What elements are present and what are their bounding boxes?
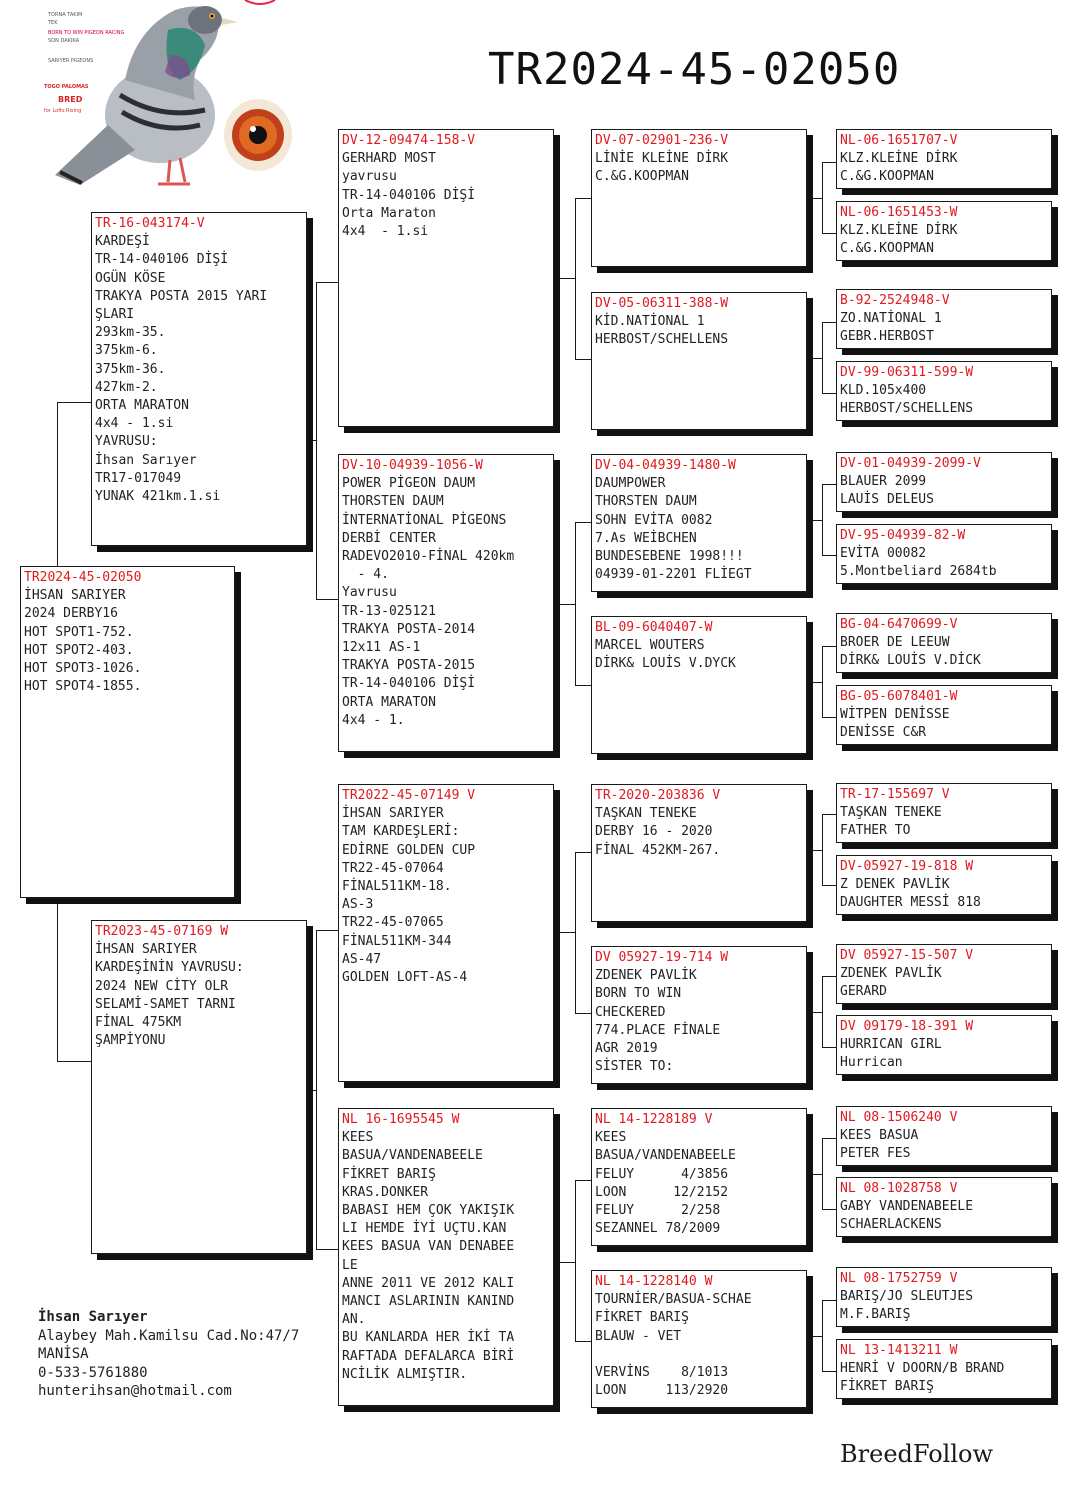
logo-text: BRED [58,95,83,104]
card-line: - 4. [342,567,389,583]
card-lines [840,473,1048,509]
card-line: KİD.NATİONAL 1 [595,314,705,330]
card-line: 04939-01-2201 FLİEGT [595,567,752,583]
card-line: NCİLİK ALMIŞTIR. [342,1366,468,1382]
ring-number: DV 09179-18-391 W [840,1019,974,1034]
card-line: YUNAK 421km.1.si [95,489,221,505]
card-lines [95,233,303,506]
card-line: TAŞKAN TENEKE [840,805,942,821]
card-line: CHECKERED [595,1004,666,1020]
ring-number: NL 14-1228140 W [595,1274,713,1289]
card-line: FELUY 2/258 [595,1203,721,1219]
connector [806,682,822,683]
ring-number: BG-05-6078401-W [840,689,958,704]
grandparent-card[interactable] [338,129,554,427]
connector [822,1138,837,1210]
card-line: ŞLARI [95,307,135,323]
ring-number: TR-2020-203836 V [595,788,721,803]
card-line: KLD.105x400 [840,383,927,399]
card-lines [595,805,803,860]
card-line: YAVRUSU: [95,434,158,450]
gen4-card[interactable] [836,201,1052,261]
connector [822,1300,837,1372]
connector [806,1336,822,1337]
card-line: TRAKYA POSTA-2014 [342,621,476,637]
gen4-card[interactable] [836,783,1052,843]
gen4-card[interactable] [836,1267,1052,1327]
card-line: Orta Maraton [342,205,436,221]
owner-email[interactable]: hunterihsan@hotmail.com [38,1383,232,1399]
owner-city: MANİSA [38,1346,89,1362]
card-line: C.&G.KOOPMAN [840,241,934,257]
great-grandparent-card[interactable] [591,454,807,592]
card-lines [95,941,303,1050]
card-line: BUNDESEBENE 1998!!! [595,549,744,565]
card-line: 12x11 AS-1 [342,640,421,656]
ring-number: NL 08-1752759 V [840,1271,958,1286]
card-line: TRAKYA POSTA 2015 YARI [95,288,268,304]
card-line: TOURNİER/BASUA-SCHAE [595,1292,752,1308]
card-line: SCHAERLACKENS [840,1217,942,1233]
great-grandparent-card[interactable] [591,946,807,1084]
gen4-card[interactable] [836,452,1052,512]
card-line: Z DENEK PAVLİK [840,877,950,893]
card-line: HOT SPOT1-752. [24,624,134,640]
card-line: 4x4 - 1. [342,712,405,728]
card-lines [840,965,1048,1001]
card-line: KRAS.DONKER [342,1184,429,1200]
gen4-card[interactable] [836,129,1052,189]
ring-number: NL 13-1413211 W [840,1343,958,1358]
card-line: WİTPEN DENİSSE [840,707,950,723]
card-lines [595,475,803,584]
gen4-card[interactable] [836,361,1052,421]
connector [822,322,837,394]
ring-number: B-92-2524948-V [840,293,950,308]
card-lines [840,1036,1048,1072]
card-line: KLZ.KLEİNE DİRK [840,223,958,239]
card-line: FİNAL 452KM-267. [595,842,721,858]
card-line: TR22-45-07064 [342,860,444,876]
owner-address: Alaybey Mah.Kamilsu Cad.No:47/7 [38,1327,300,1344]
card-line: GERHARD MOST [342,151,436,167]
card-line: HERBOST/SCHELLENS [595,332,729,348]
logo-text: for Lofts Rising [44,108,82,114]
subject-card[interactable] [20,566,235,898]
ring-number: DV-12-09474-158-V [342,133,476,148]
connector [822,646,837,718]
card-lines [840,1288,1048,1324]
ring-number: DV-05-06311-388-W [595,296,729,311]
card-line: ORTA MARATON [95,398,189,414]
card-line: HOT SPOT4-1855. [24,679,142,695]
card-line: TR-14-040106 DİŞİ [95,252,229,268]
card-line: TR22-45-07065 [342,915,444,931]
card-line: RADEVO2010-FİNAL 420km [342,549,515,565]
card-line: İHSAN SARIYER [24,588,126,604]
card-line: ANNE 2011 VE 2012 KALI [342,1275,515,1291]
card-lines [840,150,1048,186]
card-line: FELUY 4/3856 [595,1166,729,1182]
card-line: C.&G.KOOPMAN [595,169,689,185]
card-lines [342,150,550,241]
card-line: M.F.BARIŞ [840,1307,911,1323]
ring-number: TR2023-45-07169 W [95,924,229,939]
card-line: BASUA/VANDENABEELE [342,1148,483,1164]
card-line: TR-13-025121 [342,603,436,619]
owner-info [38,1308,299,1401]
card-line: KEES BASUA VAN DENABEE [342,1239,515,1255]
gen4-card[interactable] [836,685,1052,745]
card-line: OGÜN KÖSE [95,270,166,286]
dam-card[interactable] [91,920,307,1254]
card-line: AGR 2019 [595,1041,658,1057]
ring-number: DV-04-04939-1480-W [595,458,736,473]
card-lines [840,222,1048,258]
connector [553,1262,575,1263]
card-line: AS-47 [342,951,382,967]
card-line: 375km-36. [95,361,166,377]
card-line: SEZANNEL 78/2009 [595,1221,721,1237]
card-line: LOON 113/2920 [595,1383,729,1399]
connector [822,162,837,234]
card-line: 375km-6. [95,343,158,359]
card-lines [840,310,1048,346]
card-line: FİKRET BARIŞ [840,1379,934,1395]
card-line: KARDEŞİ [95,234,150,250]
ring-number: TR2024-45-02050 [24,570,142,585]
card-lines [342,475,550,730]
card-line: KEES [595,1130,627,1146]
card-lines [595,1129,803,1238]
connector [806,358,822,359]
card-line: TR17-017049 [95,470,182,486]
logo-text: SARIYER PIGEONS [48,58,94,64]
card-line: TAM KARDEŞLERİ: [342,824,460,840]
ring-number: NL 16-1695545 W [342,1112,460,1127]
card-line: DİRK& LOUİS V.DİCK [840,653,981,669]
gen4-card[interactable] [836,524,1052,584]
connector [822,484,837,556]
brand-logo: BreedFollow [840,1440,994,1468]
card-line: TRAKYA POSTA-2015 [342,658,476,674]
card-lines [840,1360,1048,1396]
logo-text: BORN TO WIN PIGEON RACING [48,30,125,36]
card-line: BU KANLARDA HER İKİ TA [342,1330,515,1346]
gen4-card[interactable] [836,289,1052,349]
card-line: FİNAL511KM-344 [342,933,452,949]
card-line: HERBOST/SCHELLENS [840,401,974,417]
card-line: KEES [342,1130,374,1146]
card-line: TR-14-040106 DİŞİ [342,676,476,692]
card-lines [595,637,803,673]
gen4-card[interactable] [836,1339,1052,1399]
card-line: BROER DE LEEUW [840,635,950,651]
ring-number: NL-06-1651707-V [840,133,958,148]
card-line: 5.Montbeliard 2684tb [840,564,997,580]
card-lines [595,150,803,186]
ring-number: DV-99-06311-599-W [840,365,974,380]
logo-text: TOGO PALOMAS [44,84,89,90]
gen4-card[interactable] [836,1106,1052,1166]
card-line: DAUGHTER MESSİ 818 [840,895,981,911]
ring-number: DV-07-02901-236-V [595,133,729,148]
card-line: 7.As WEİBCHEN [595,530,697,546]
ring-number: DV 05927-15-507 V [840,948,974,963]
card-line: HOT SPOT3-1026. [24,661,142,677]
card-lines [595,1291,803,1400]
card-line: KLZ.KLEİNE DİRK [840,151,958,167]
ring-number: NL 14-1228189 V [595,1112,713,1127]
card-line: BABASI HEM ÇOK YAKIŞIK [342,1203,515,1219]
logo-text: TEK [48,20,58,26]
gen4-card[interactable] [836,1015,1052,1075]
card-line: 774.PLACE FİNALE [595,1022,721,1038]
card-line: İhsan Sarıyer [95,452,197,468]
card-line: GOLDEN LOFT-AS-4 [342,970,468,986]
card-line: FİKRET BARIŞ [342,1166,436,1182]
pigeon-illustration-icon [40,0,320,200]
card-line: AS-3 [342,897,374,913]
card-line: SİSTER TO: [595,1059,674,1075]
card-line: BARIŞ/JO SLEUTJES [840,1289,974,1305]
card-line: MANCI ASLARININ KANIND [342,1294,515,1310]
grandparent-card[interactable] [338,784,554,1082]
gen4-card[interactable] [836,855,1052,915]
grandparent-card[interactable] [338,1108,554,1406]
card-line: LAUİS DELEUS [840,492,934,508]
ring-number: DV-95-04939-82-W [840,528,966,543]
card-line: yavrusu [342,169,397,185]
card-line: HURRICAN GIRL [840,1037,942,1053]
card-line: BASUA/VANDENABEELE [595,1148,736,1164]
card-line: DERBİ CENTER [342,530,436,546]
card-line: HOT SPOT2-403. [24,642,134,658]
connector [553,932,575,933]
card-line: TR-14-040106 DİŞİ [342,187,476,203]
page-title: TR2024-45-02050 [488,44,901,95]
card-lines [840,804,1048,840]
ring-number: BG-04-6470699-V [840,617,958,632]
ring-number: DV-05927-19-818 W [840,859,974,874]
card-line: DİRK& LOUİS V.DYCK [595,656,736,672]
card-line: BLAUW - VET [595,1328,682,1344]
connector [806,1174,822,1175]
connector [806,1012,822,1013]
card-line: SELAMİ-SAMET TARNI [95,996,236,1012]
logo-text: SON DAKIKA [48,38,79,44]
card-line: THORSTEN DAUM [342,494,444,510]
card-line: SOHN EVİTA 0082 [595,512,713,528]
card-lines [342,1129,550,1384]
connector [806,520,822,521]
card-line: VERVİNS 8/1013 [595,1365,729,1381]
card-line [595,1346,803,1364]
card-line: Hurrican [840,1055,903,1071]
card-line: BORN TO WIN [595,986,682,1002]
card-line: Yavrusu [342,585,397,601]
card-line: ZO.NATİONAL 1 [840,311,942,327]
ring-number: NL 08-1506240 V [840,1110,958,1125]
card-line: GEBR.HERBOST [840,329,934,345]
card-line: 4x4 - 1.si [95,416,174,432]
connector [316,282,338,600]
card-line: FATHER TO [840,823,911,839]
card-line: EDİRNE GOLDEN CUP [342,842,476,858]
great-grandparent-card[interactable] [591,616,807,754]
connector [553,604,575,605]
card-line: 427km-2. [95,379,158,395]
great-grandparent-card[interactable] [591,784,807,922]
ring-number: DV-01-04939-2099-V [840,456,981,471]
card-line: PETER FES [840,1146,911,1162]
card-line: İHSAN SARIYER [342,806,444,822]
card-lines [595,967,803,1076]
card-lines [342,805,550,987]
card-line: LI HEMDE İYİ UÇTU.KAN [342,1221,507,1237]
card-line: LE [342,1257,358,1273]
sire-card[interactable] [91,212,307,546]
card-line: 2024 DERBY16 [24,606,118,622]
card-line: LİNİE KLEİNE DİRK [595,151,729,167]
connector [822,976,837,1048]
card-line: KEES BASUA [840,1128,919,1144]
card-lines [840,1127,1048,1163]
great-grandparent-card[interactable] [591,129,807,267]
ring-number: NL 08-1028758 V [840,1181,958,1196]
card-line: İHSAN SARIYER [95,942,197,958]
card-line: C.&G.KOOPMAN [840,169,934,185]
card-line: AN. [342,1312,366,1328]
card-lines [840,382,1048,418]
card-line: 4x4 - 1.si [342,224,429,240]
card-line: DAUMPOWER [595,476,666,492]
ring-number: DV-10-04939-1056-W [342,458,483,473]
card-line: KARDEŞİNİN YAVRUSU: [95,960,244,976]
card-line: FİKRET BARIŞ [595,1310,689,1326]
card-line: İNTERNATİONAL PİGEONS [342,512,507,528]
ring-number: BL-09-6040407-W [595,620,713,635]
connector [806,850,822,851]
card-lines [840,706,1048,742]
great-grandparent-card[interactable] [591,292,807,430]
connector [822,814,837,886]
card-line: POWER PİGEON DAUM [342,476,476,492]
card-line: ZDENEK PAVLİK [840,966,942,982]
owner-name: İhsan Sarıyer [38,1309,148,1325]
gen4-card[interactable] [836,613,1052,673]
card-line: 293km-35. [95,325,166,341]
card-line: TAŞKAN TENEKE [595,806,697,822]
card-line: FİNAL 475KM [95,1015,182,1031]
card-line: DENİSSE C&R [840,725,927,741]
card-lines [24,587,231,696]
card-lines [840,545,1048,581]
connector [553,278,575,279]
ring-number: NL-06-1651453-W [840,205,958,220]
card-lines [840,876,1048,912]
card-lines [595,313,803,349]
gen4-card[interactable] [836,1177,1052,1237]
card-line: ZDENEK PAVLİK [595,968,697,984]
connector [316,930,338,1250]
card-line: GERARD [840,984,887,1000]
card-line: FİNAL511KM-18. [342,879,452,895]
ring-number: TR2022-45-07149 V [342,788,476,803]
card-line: HENRİ V DOORN/B BRAND [840,1361,1005,1377]
card-line: BLAUER 2099 [840,474,927,490]
card-line: RAFTADA DEFALARCA BİRİ [342,1348,515,1364]
great-grandparent-card[interactable] [591,1108,807,1246]
ring-number: DV 05927-19-714 W [595,950,729,965]
card-line: DERBY 16 - 2020 [595,824,713,840]
card-line: ŞAMPİYONU [95,1033,166,1049]
owner-phone: 0-533-5761880 [38,1364,148,1381]
card-line: EVİTA 00082 [840,546,927,562]
card-line: LOON 12/2152 [595,1184,729,1200]
ring-number: TR-17-155697 V [840,787,950,802]
card-line: MARCEL WOUTERS [595,638,705,654]
card-lines [840,634,1048,670]
card-lines [840,1198,1048,1234]
logo-area [40,0,320,200]
card-line: ORTA MARATON [342,694,436,710]
ring-number: TR-16-043174-V [95,216,205,231]
connector [306,1090,316,1091]
connector [806,198,822,199]
card-line: THORSTEN DAUM [595,494,697,510]
logo-text: TORNA TAKIM [48,12,83,18]
grandparent-card[interactable] [338,454,554,752]
connector [306,440,316,441]
card-line: 2024 NEW CİTY OLR [95,978,229,994]
card-line: GABY VANDENABEELE [840,1199,974,1215]
gen4-card[interactable] [836,944,1052,1004]
great-grandparent-card[interactable] [591,1270,807,1408]
